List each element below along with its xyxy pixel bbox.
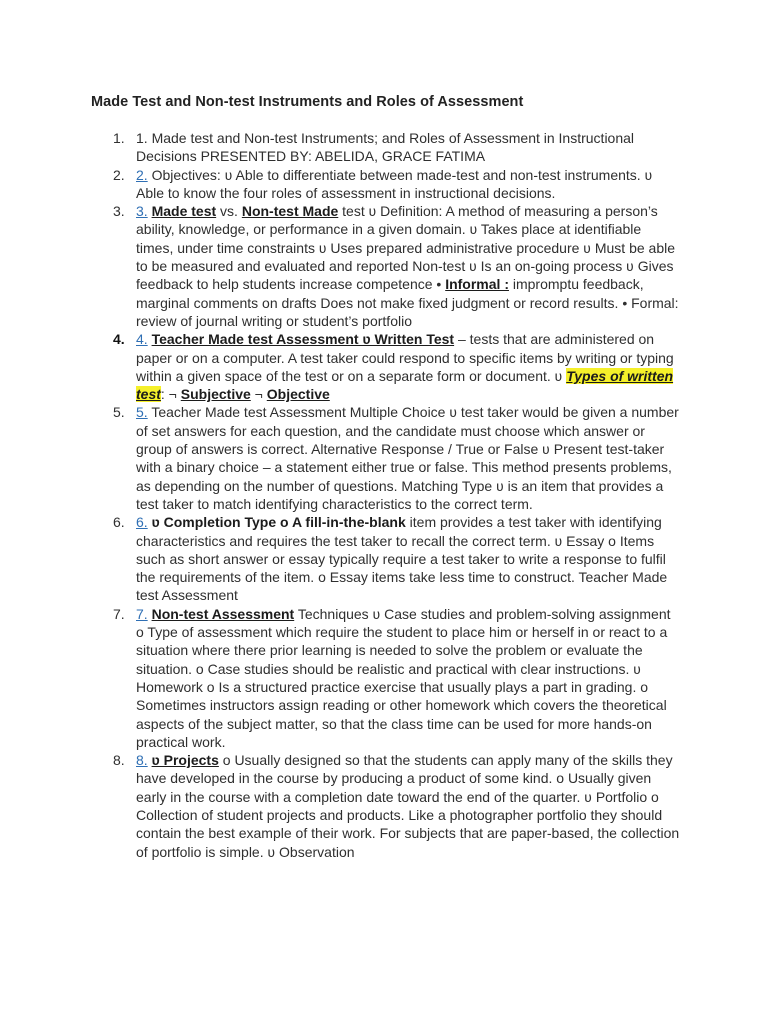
item-text: item provides a test taker with identifying characteristics and requires the test taker to recall the correct term. ʋ Essay o Items such as short answer or essay typically require a test taker to write a response to fulfil the requirements of the item. o Essay items take less time to construct. Teacher Made test Assessment (136, 514, 668, 604)
item-heading: Teacher Made test Assessment ʋ Written Test (151, 331, 455, 348)
list-item (0, 330, 768, 403)
separator-text: : ¬ (160, 386, 181, 403)
list-number: 7. (113, 605, 125, 622)
list-item (0, 166, 768, 203)
list-item (0, 403, 768, 513)
list-item (0, 202, 768, 330)
slide-link[interactable]: 7. (136, 605, 148, 622)
list-number: 1. (113, 130, 125, 146)
list-item (0, 605, 768, 751)
slide-link[interactable]: 4. (136, 331, 148, 348)
item-text: Teacher Made test Assessment Multiple Choice ʋ test taker would be given a number of set answers for each question, and the candidate must choose which answer or group of answers is correct. Alternative Response / True or False ʋ Present test-taker with a binary choice – a statement either true or false. This method presents problems, as depending on the number of questions. Matching Type ʋ is an item that provides a test taker to match identifying characteristics to the correct term. (136, 404, 679, 512)
slide-link[interactable]: 2. (136, 166, 148, 183)
document-title: Made Test and Non-test Instruments and Roles of Assessment (91, 94, 524, 110)
list-item (0, 513, 768, 604)
item-text: – tests that are administered on paper or on a computer. A test taker could respond to specific items by writing or typing within a given space of the test or on a separate form or document. ʋ (136, 331, 674, 384)
item-heading: ʋ Projects (151, 752, 219, 769)
list-item (0, 751, 768, 861)
slide-link[interactable]: 6. (136, 514, 148, 531)
slide-link[interactable]: 3. (136, 203, 148, 220)
highlighted-term: Types of written test (136, 367, 674, 403)
item-text: o Usually designed so that the students can apply many of the skills they have developed in the course by producing a product of some kind. o Usually given early in the course with a completion date toward the end of the quarter. ʋ Portfolio o Collection of student projects and products. Like a photographer portfolio they should contain the best example of their work. For subjects that are paper-based, the collection of portfolio is simple. ʋ Observation (136, 752, 680, 860)
item-heading: Non-test Assessment (151, 605, 295, 622)
list-number: 8. (113, 752, 125, 769)
list-number: 4. (113, 331, 125, 348)
objective-term: Objective (266, 386, 330, 403)
subjective-term: Subjective (180, 386, 251, 403)
made-test-term: Made test (151, 203, 217, 220)
item-text: Objectives: ʋ Able to differentiate between made-test and non-test instruments. ʋ Able to know the four roles of assessment in instructional decisions. (136, 166, 653, 201)
item-text: Techniques ʋ Case studies and problem-solving assignment o Type of assessment which require the student to place him or herself in or react to a situation where there prior learning is needed to solve the problem or evaluate the situation. o Case studies should be realistic and practical with clear instructions. ʋ Homework o Is a structured practice exercise that usually plays a part in grading. o Sometimes instructors assign reading or other homework which covers the theoretical aspects of the subject matter, so that the class time can be used for more hands-on practical work. (136, 605, 671, 750)
slide-link[interactable]: 8. (136, 752, 148, 769)
separator-text: ¬ (250, 386, 267, 403)
list-number: 3. (113, 203, 125, 220)
numbered-list (0, 129, 768, 861)
slide-link[interactable]: 5. (136, 404, 148, 421)
item-text: 1. Made test and Non-test Instruments; and Roles of Assessment in Instructional Decisions PRESENTED BY: ABELIDA, GRACE FATIMA (136, 130, 635, 165)
list-number: 5. (113, 404, 125, 421)
item-text: test ʋ Definition: A method of measuring a person’s ability, knowledge, or performance in a given domain. ʋ Takes place at identifiable times, under time constraints ʋ Uses prepared administrative procedure ʋ Must be able to be measured and evaluated and reported Non-test ʋ Is an on-going process ʋ Gives feedback to help students increase competence • (136, 203, 675, 293)
list-item (0, 129, 768, 166)
non-test-made-term: Non-test Made (241, 203, 339, 220)
item-text-continued: impromptu feedback, marginal comments on drafts Does not make fixed judgment or record results. • Formal: review of journal writing or student’s portfolio (136, 276, 679, 329)
item-heading: ʋ Completion Type o A fill-in-the-blank (147, 514, 406, 531)
informal-term: Informal : (445, 276, 509, 293)
vs-text: vs. (216, 203, 242, 220)
list-number: 6. (113, 514, 125, 531)
list-number: 2. (113, 166, 125, 183)
